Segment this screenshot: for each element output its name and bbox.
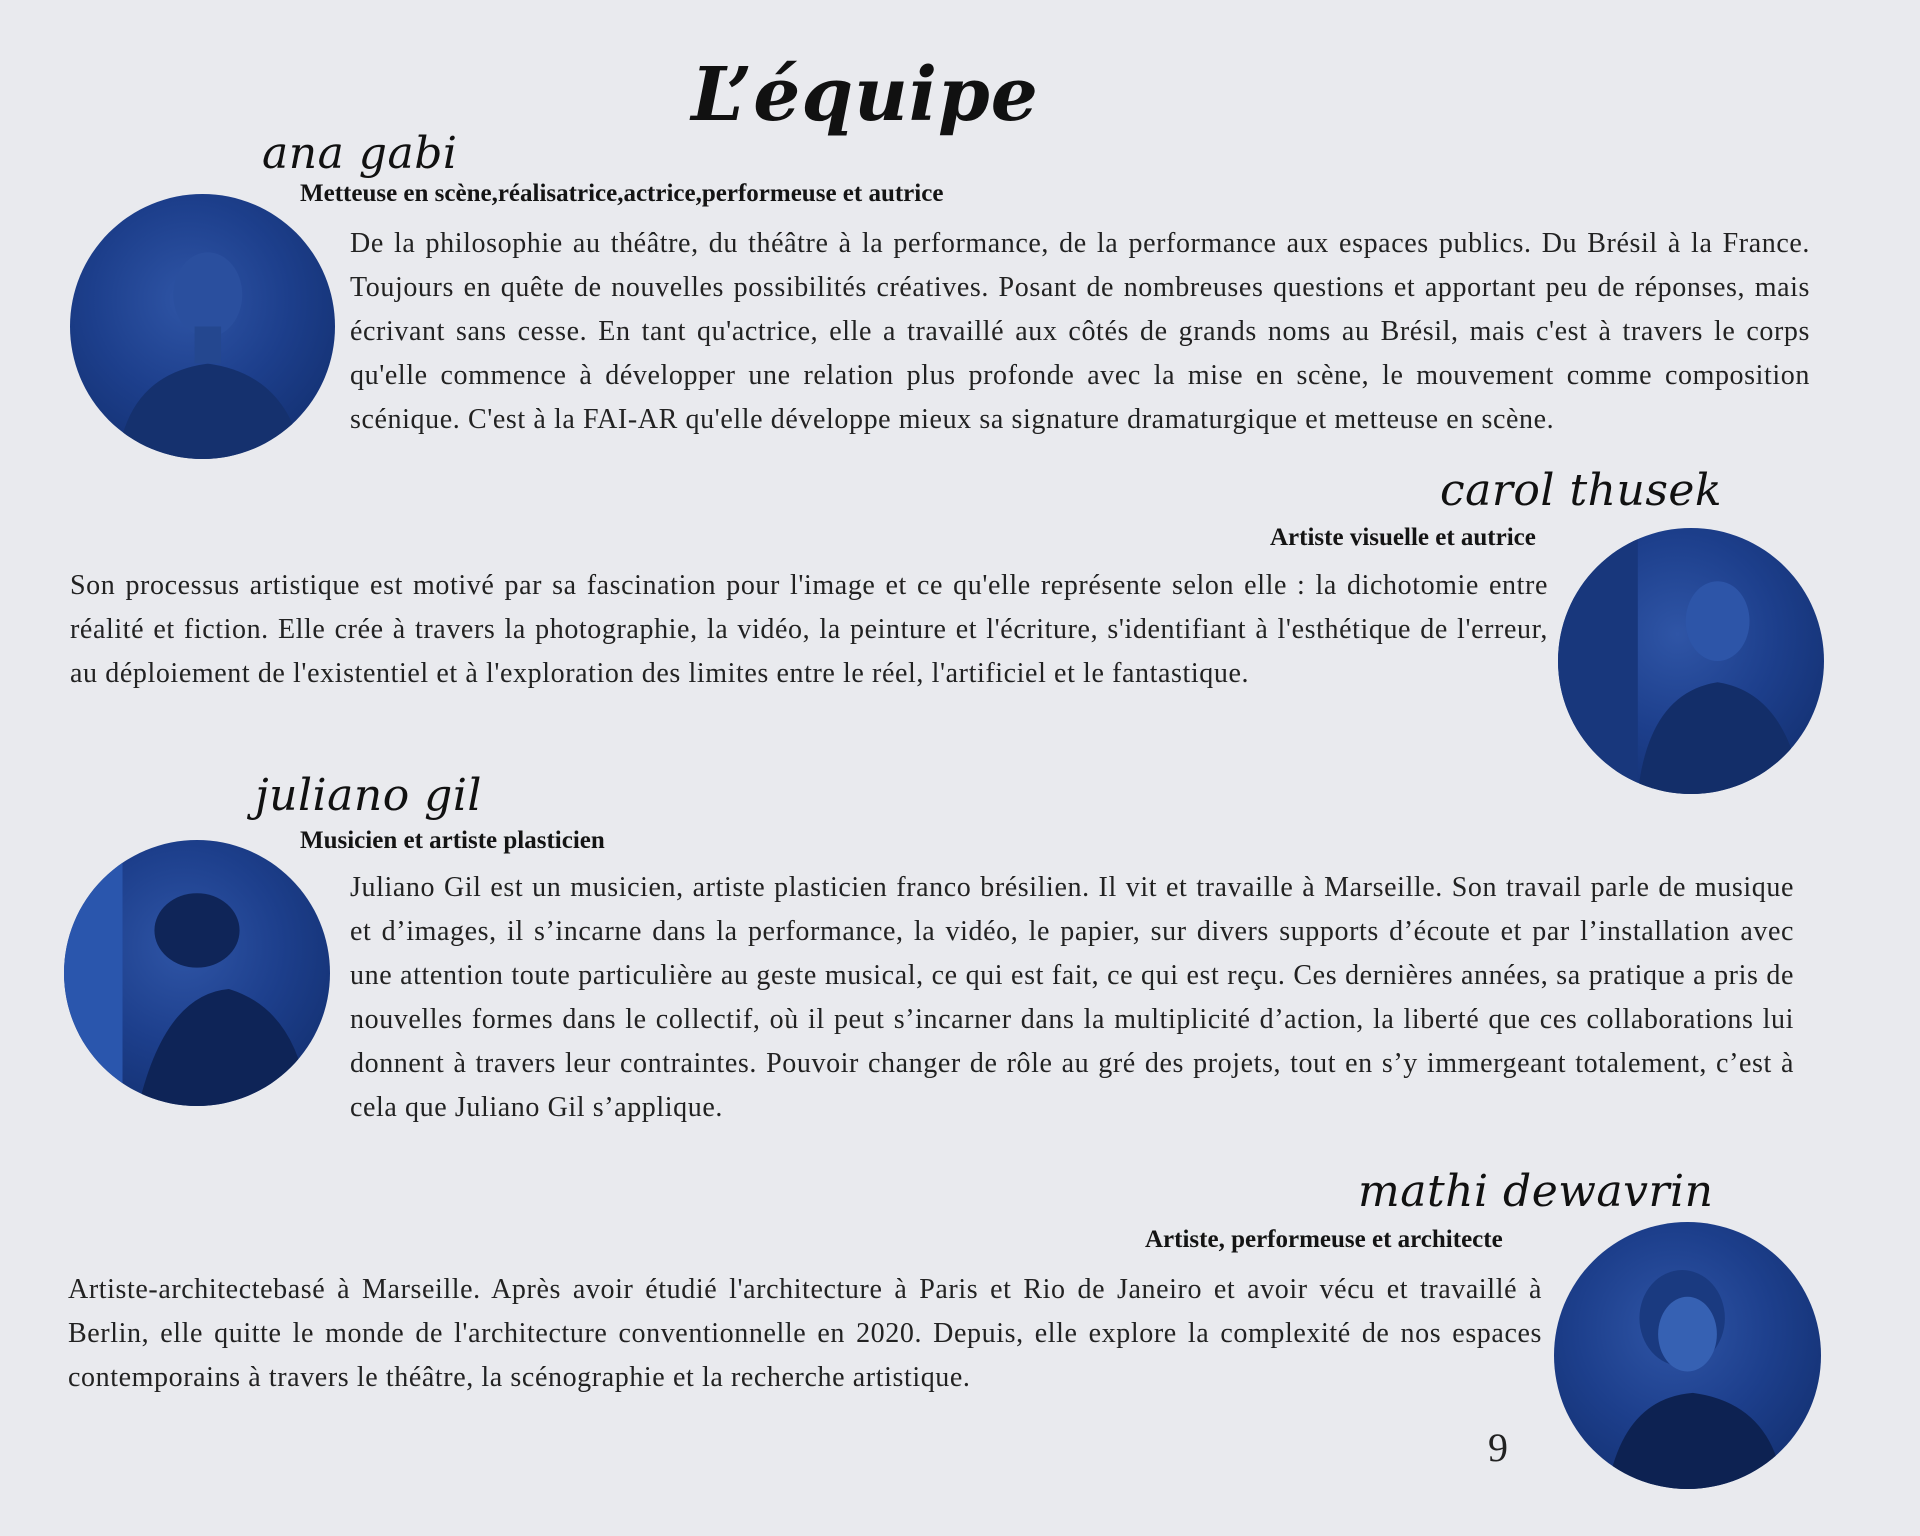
member-photo: [70, 194, 335, 459]
portrait-image: [1558, 528, 1824, 794]
page-title: L’équipe: [691, 52, 1039, 138]
portrait-image: [70, 194, 335, 459]
member-bio: Juliano Gil est un musicien, artiste plasticien franco brésilien. Il vit et travaille à Marseille. Son travail parle de musique et d’images, il s’incarne dans la performance, la vidéo, le papier, sur divers supports d’écoute et par l’installation avec une attention toute particulière au geste musical, ce qui est fait, ce qui est reçu. Ces dernières années, sa pratique a pris de nouvelles formes dans le collectif, où il peut s’incarner dans la multiplicité d’action, la liberté que ces collaborations lui donnent à travers leur contraintes. Pouvoir changer de rôle au gré des projets, tout en s’y immergeant totalement, c’est à cela que Juliano Gil s’applique.: [350, 872, 1794, 1123]
portrait-image: [1554, 1222, 1821, 1489]
member-bio: De la philosophie au théâtre, du théâtre à la performance, de la performance aux espaces publics. Du Brésil à la France. Toujours en quête de nouvelles possibilités créatives. Posant de nombreuses questions et apportant peu de réponses, mais écrivant sans cesse. En tant qu'actrice, elle a travaillé aux côtés de grands noms au Brésil, mais c'est à travers le corps qu'elle commence à développer une relation plus profonde avec la mise en scène, le mouvement comme composition scénique. C'est à la FAI-AR qu'elle développe mieux sa signature dramaturgique et metteuse en scène.: [350, 228, 1810, 435]
page-number: 9: [1488, 1425, 1508, 1470]
portrait-image: [64, 840, 330, 1106]
member-role: Artiste visuelle et autrice: [1270, 524, 1536, 551]
member-photo: [1558, 528, 1824, 794]
member-photo: [64, 840, 330, 1106]
member-role: Musicien et artiste plasticien: [300, 827, 605, 854]
member-name: ana gabi: [262, 128, 458, 179]
member-role: Artiste, performeuse et architecte: [1145, 1226, 1503, 1253]
member-bio: Son processus artistique est motivé par sa fascination pour l'image et ce qu'elle représente selon elle : la dichotomie entre réalité et fiction. Elle crée à travers la photographie, la vidéo, la peinture et l'écriture, s'identifiant à l'esthétique de l'erreur, au déploiement de l'existentiel et à l'exploration des limites entre le réel, l'artificiel et le fantastique.: [70, 570, 1548, 689]
member-role: Metteuse en scène,réalisatrice,actrice,performeuse et autrice: [300, 180, 944, 207]
member-name: carol thusek: [1440, 465, 1723, 516]
member-name: mathi dewavrin: [1358, 1166, 1714, 1217]
member-name: juliano gil: [255, 770, 482, 821]
member-photo: [1554, 1222, 1821, 1489]
member-bio: Artiste-architectebasé à Marseille. Après avoir étudié l'architecture à Paris et Rio de Janeiro et avoir vécu et travaillé à Berlin, elle quitte le monde de l'architecture conventionnelle en 2020. Depuis, elle explore la complexité de nos espaces contemporains à travers le théâtre, la scénographie et la recherche artistique.: [68, 1274, 1542, 1393]
